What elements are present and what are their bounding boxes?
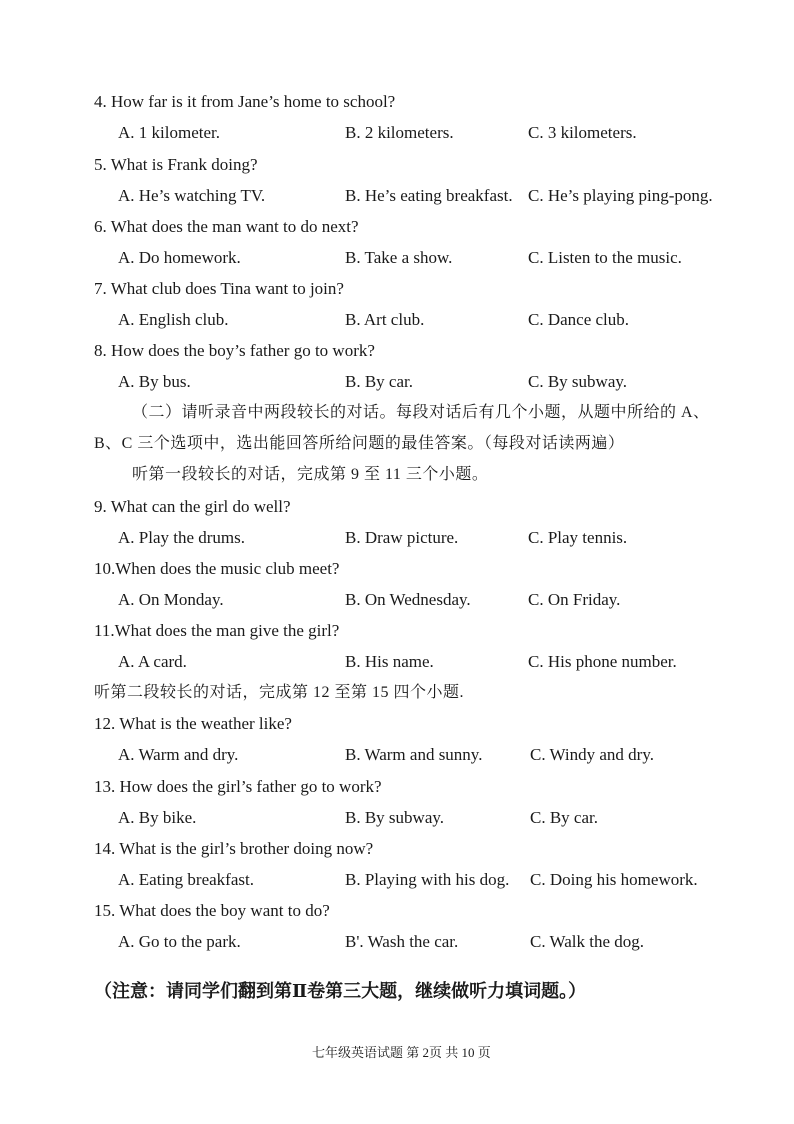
question-11: 11.What does the man give the girl? [94, 621, 340, 640]
question-8: 8. How does the boy’s father go to work? [94, 341, 375, 360]
question-5: 5. What is Frank doing? [94, 155, 258, 174]
question-6-option-c: C. Listen to the music. [528, 248, 682, 267]
question-8-option-c: C. By subway. [528, 372, 628, 391]
question-12-option-c: C. Windy and dry. [530, 745, 654, 764]
question-4: 4. How far is it from Jane’s home to school? [94, 92, 396, 111]
question-14-option-c: C. Doing his homework. [530, 870, 698, 889]
question-14-option-a: A. Eating breakfast. [118, 870, 254, 889]
question-4-option-a: A. 1 kilometer. [118, 123, 220, 142]
question-9-option-a: A. Play the drums. [118, 528, 246, 547]
question-13-option-b: B. By subway. [345, 808, 445, 827]
question-10-option-c: C. On Friday. [528, 590, 621, 609]
question-13-option-c: C. By car. [530, 808, 598, 827]
question-6-option-a: A. Do homework. [118, 248, 241, 267]
question-10: 10.When does the music club meet? [94, 559, 340, 578]
question-5-option-a: A. He’s watching TV. [118, 186, 266, 205]
question-6: 6. What does the man want to do next? [94, 217, 359, 236]
question-5-option-c: C. He’s playing ping-pong. [528, 186, 713, 205]
dialog-2-instruction: 听第二段较长的对话，完成第 12 至第 15 四个小题. [94, 684, 465, 701]
question-15-option-a: A. Go to the park. [118, 932, 241, 951]
question-9-option-c: C. Play tennis. [528, 528, 628, 547]
question-4-option-c: C. 3 kilometers. [528, 123, 637, 142]
question-4-option-b: B. 2 kilometers. [345, 123, 454, 142]
question-14-option-b: B. Playing with his dog. [345, 870, 510, 889]
question-7-option-a: A. English club. [118, 310, 229, 329]
question-11-option-c: C. His phone number. [528, 652, 677, 671]
section-2-instruction-line-1: （二）请听录音中两段较长的对话。每段对话后有几个小题，从题中所给的 A、 [132, 404, 710, 421]
question-15: 15. What does the boy want to do? [94, 901, 330, 920]
question-11-option-b: B. His name. [345, 652, 434, 671]
dialog-1-instruction: 听第一段较长的对话，完成第 9 至 11 三个小题。 [132, 466, 489, 483]
question-13: 13. How does the girl’s father go to work? [94, 777, 382, 796]
question-9-option-b: B. Draw picture. [345, 528, 459, 547]
section-2-instruction-line-2: B、C 三个选项中，选出能回答所给问题的最佳答案。（每段对话读两遍） [94, 435, 625, 452]
question-12-option-b: B. Warm and sunny. [345, 745, 483, 764]
question-12: 12. What is the weather like? [94, 714, 292, 733]
question-6-option-b: B. Take a show. [345, 248, 453, 267]
question-15-option-c: C. Walk the dog. [530, 932, 645, 951]
question-7: 7. What club does Tina want to join? [94, 279, 344, 298]
question-7-option-b: B. Art club. [345, 310, 425, 329]
question-9: 9. What can the girl do well? [94, 497, 291, 516]
note-turn-page: （注意：请同学们翻到第Ⅱ卷第三大题，继续做听力填词题。） [94, 981, 587, 1001]
question-7-option-c: C. Dance club. [528, 310, 630, 329]
question-15-option-b: B'. Wash the car. [345, 932, 459, 951]
page-footer: 七年级英语试题 第 2页 共 10 页 [312, 1045, 491, 1060]
question-12-option-a: A. Warm and dry. [118, 745, 239, 764]
question-8-option-a: A. By bus. [118, 372, 191, 391]
question-10-option-a: A. On Monday. [118, 590, 224, 609]
question-5-option-b: B. He’s eating breakfast. [345, 186, 513, 205]
question-13-option-a: A. By bike. [118, 808, 197, 827]
question-11-option-a: A. A card. [118, 652, 187, 671]
question-8-option-b: B. By car. [345, 372, 413, 391]
question-14: 14. What is the girl’s brother doing now? [94, 839, 374, 858]
question-10-option-b: B. On Wednesday. [345, 590, 471, 609]
